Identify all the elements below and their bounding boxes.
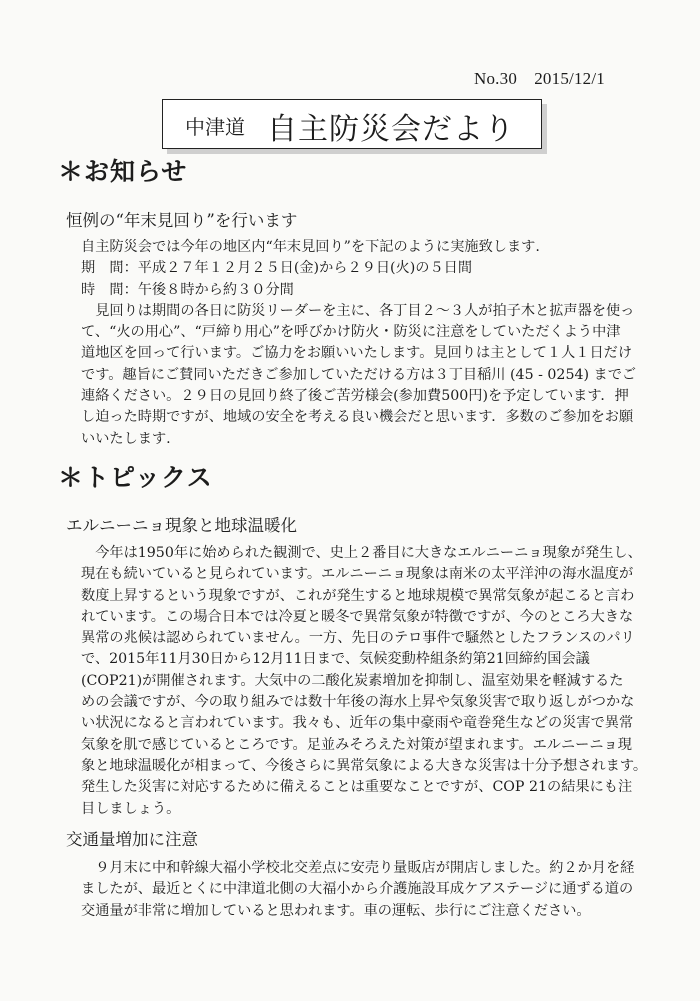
body-line: 現在も続いていると見られています。エルニーニョ現象は南米の太平洋沖の海水温度が <box>81 566 634 583</box>
body-line: 自主防災会では今年の地区内“年末見回り”を下記のように実施致します. <box>81 239 540 255</box>
article-title-traffic: 交通量増加に注意 <box>66 830 198 849</box>
body-line: 道地区を回って行います。ご協力をお願いいたします。見回りは主として１人１日だけ <box>81 345 633 362</box>
body-line: い状況になると言われています。我々も、近年の集中豪雨や竜巻発生などの災害で異常 <box>81 715 634 732</box>
body-line: ましたが、最近とくに中津道北側の大福小から介護施設耳成ケアステージに通ずる道の <box>81 881 634 898</box>
issue-number-date: No.30 2015/12/1 <box>474 69 605 88</box>
newsletter-title-sub: 中津道 <box>185 115 245 139</box>
body-line: いいたします. <box>81 430 171 447</box>
section-heading-topics: ＊トピックス <box>58 463 213 492</box>
body-line: 見回りは期間の各日に防災リーダーを主に、各丁目２～３人が拍子木と拡声器を使っ <box>81 302 635 319</box>
section-heading-notices: ＊お知らせ <box>58 157 188 186</box>
article-title-year-end-patrol: 恒例の“年末見回り”を行います <box>66 211 298 230</box>
article-title-el-nino: エルニーニョ現象と地球温暖化 <box>66 516 297 535</box>
body-line: で、2015年11月30日から12月11日まで、気候変動枠組条約第21回締約国会議 <box>81 651 590 668</box>
body-line: 交通量が非常に増加していると思われます。車の運転、歩行にご注意ください。 <box>81 902 591 919</box>
article-body-traffic <box>81 858 634 922</box>
body-line: 時 間：午後８時から約３０分間 <box>81 281 294 298</box>
body-line: 今年は1950年に始められた観測で、史上２番目に大きなエルニーニョ現象が発生し、 <box>81 545 642 561</box>
newsletter-title-main: 自主防災会だより <box>267 112 515 147</box>
article-body-year-end-patrol <box>81 237 636 450</box>
body-line: 象と地球温暖化が相まって、今後さらに異常気象による大きな災害は十分予想されます。 <box>81 757 648 774</box>
newsletter-title-box <box>162 99 542 149</box>
body-line: 発生した災害に対応するために備えることは重要なことですが、COP 21の結果にも注 <box>81 779 633 796</box>
body-line: 異常の兆候は認められていません。一方、先日のテロ事件で騒然としたフランスのパリ <box>81 630 635 647</box>
body-line: です。趣旨にご賛同いただきご参加していただける方は３丁目稲川 (45 - 0254) までご <box>81 366 637 383</box>
body-line: 数度上昇するという現象ですが、これが発生すると地球規模で異常気象が起こると言わ <box>81 587 635 604</box>
body-line: し迫った時期ですが、地域の安全を考える良い機会だと思います．多数のご参加をお願 <box>81 409 634 426</box>
body-line: れています。この場合日本では冷夏と暖冬で異常気象が特徴ですが、今のところ大きな <box>81 608 634 625</box>
body-line: めの会議ですが、今の取り組みでは数十年後の海水上昇や気象災害で取り返しがつかな <box>81 694 635 711</box>
article-body-el-nino <box>81 543 647 820</box>
body-line: 気象を肌で感じているところです。足並みそろえた対策が望まれます。エルニーニョ現 <box>81 736 632 753</box>
body-line: て、“火の用心”、“戸締り用心”を呼びかけ防火・防災に注意をしていただくよう中津 <box>81 324 621 341</box>
body-line: ９月末に中和幹線大福小学校北交差点に安売り量販店が開店しました。約２か月を経 <box>81 860 635 876</box>
body-line: 目しましょう。 <box>81 800 181 817</box>
body-line: 期 間：平成２７年１２月２５日(金)から２９日(火)の５日間 <box>81 260 473 277</box>
body-line: 連絡ください。２９日の見回り終了後ご苦労様会(参加費500円)を予定しています．押 <box>81 388 629 405</box>
body-line: (COP21)が開催されます。大気中の二酸化炭素増加を抑制し、温室効果を軽減するた <box>81 672 624 689</box>
